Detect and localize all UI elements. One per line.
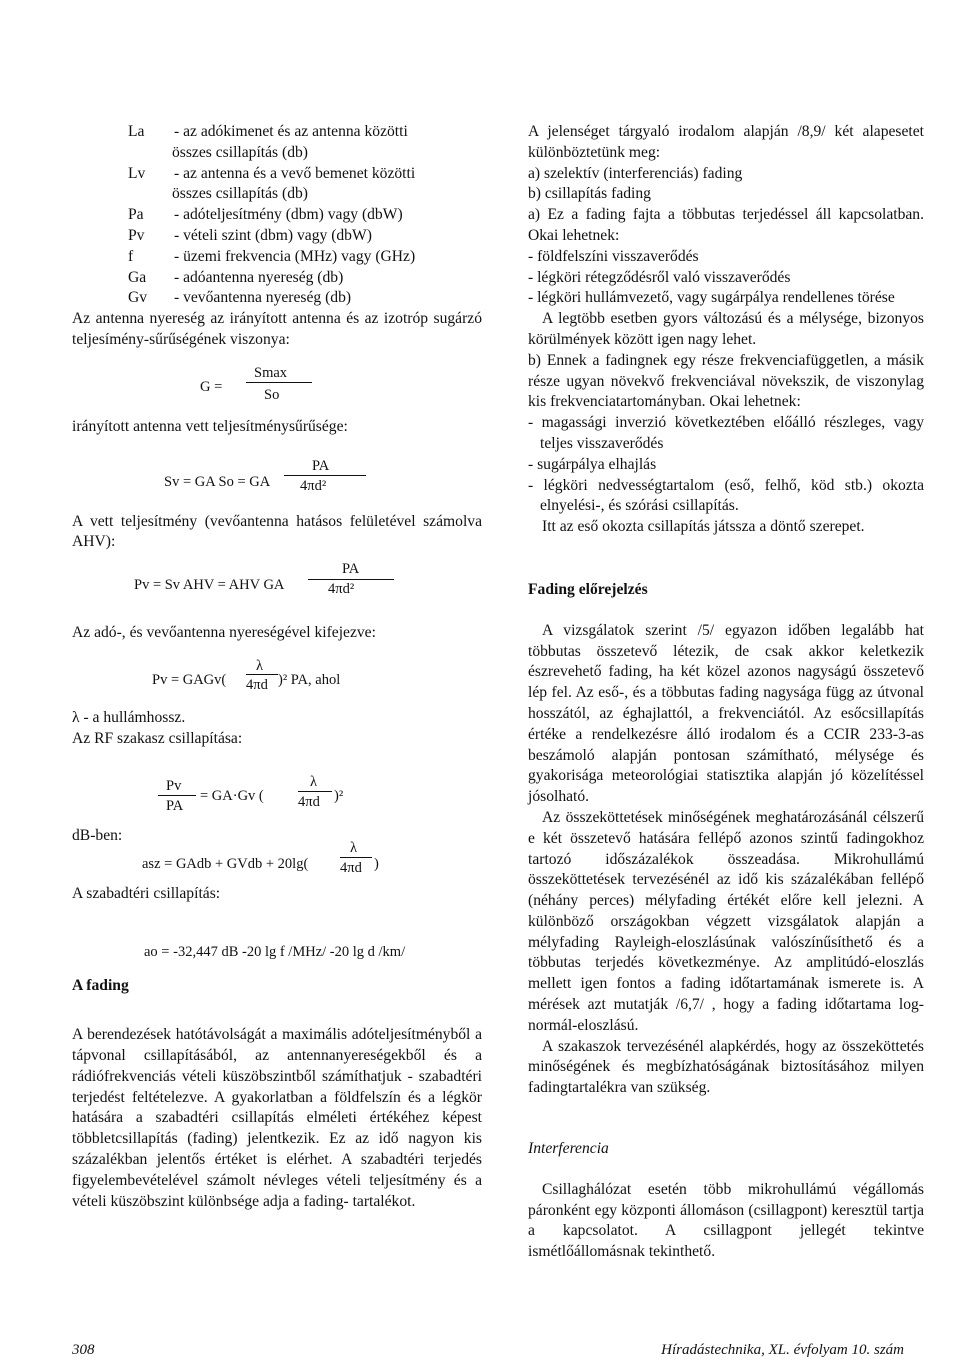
definition-row: [72, 226, 482, 247]
definition-text: - üzemi frekvencia (MHz) vagy (GHz): [174, 247, 416, 265]
definition-text: - adóteljesítmény (dbm) vagy (dbW): [174, 206, 403, 224]
page-number: 308: [72, 1342, 95, 1358]
definition-text: - vevőantenna nyereség (db): [174, 289, 352, 307]
left-column: [72, 122, 482, 1212]
interference-heading: Interferencia: [528, 1140, 609, 1158]
case-b-description: b) Ennek a fadingnek egy része frekvenciafüggetlen, a másik része ugyan növekvő frekvenciával növekszik, de viszonylag kis frekvenciatartományban. Okai lehetnek:: [528, 351, 924, 411]
definition-symbol: Pa: [128, 206, 144, 224]
definition-row: [72, 247, 482, 268]
case-a: a) szelektív (interferenciás) fading: [528, 164, 743, 182]
definition-symbol: Lv: [128, 164, 146, 182]
fading-heading: A fading: [72, 977, 129, 995]
definition-continuation: összes csillapítás (db): [172, 185, 308, 203]
free-space-label: A szabadtéri csillapítás:: [72, 884, 221, 902]
right-column: [528, 122, 924, 1263]
equation-received-power: Pv = Sv AHV = AHV GA PA 4πd²: [72, 553, 482, 623]
cause-item: - légköri rétegződésről való visszaverődés: [528, 268, 791, 286]
definition-row: [72, 122, 482, 143]
definition-symbol: Pv: [128, 226, 145, 244]
fading-paragraph: A berendezések hatótávolságát a maximális adóteljesítményből a tápvonal csillapításából, az antennanyereségekből és a rádiófrekvenciás vételi küszöbszintből számíthatjuk - szabadtéri terjedést feltételezve. A gyakorlatban a földfelszín és a légkör hatására a szabadtéri csillapítás elméleti értékéhez képest többletcsillapítás (fading) jelentkezik. Ez az idő nagyon kis százalékban jelentős értéket is elérhet. A szabadtéri terjedés figyelembevételével számolt névleges vételi teljesítmény és a vételi küszöbszint különbsége adja a fading- tartalékot.: [72, 1026, 482, 1210]
case-b: b) csillapítás fading: [528, 185, 651, 203]
cause-item: - földfelszíni visszaverődés: [528, 247, 699, 265]
cause-item: - sugárpálya elhajlás: [528, 455, 657, 473]
interference-paragraph: Csillaghálózat esetén több mikrohullámú végállomás páronként egy központi állomáson (csillagpont) keresztül tartja a kapcsolatot. A csillagpont jellegét tekintve ismétlőállomásnak tekinthető.: [528, 1180, 924, 1261]
definition-row: [72, 164, 482, 185]
db-label: dB-ben:: [72, 826, 123, 844]
equation-friis: Pv = GAGv( λ 4πd )² PA, ahol: [152, 657, 341, 693]
definition-text: - az antenna és a vevő bemenet közötti: [174, 164, 416, 182]
lambda-definition: λ - a hullámhossz.: [72, 708, 186, 726]
gain-intro: Az antenna nyereség az irányított antenna és az izotróp sugárzó teljesímény-sűrűségének viszonya:: [72, 310, 482, 348]
case-a-description: a) Ez a fading fajta a többutas terjedéssel áll kapcsolatban. Okai lehetnek:: [528, 206, 924, 244]
equation-db: dB-ben: asz = GAdb + GVdb + 20lg( λ 4πd ): [72, 826, 379, 876]
gain-expression-intro: Az adó-, és vevőantenna nyereségével kifejezve:: [72, 624, 376, 642]
received-power-intro: A vett teljesítmény (vevőantenna hatásos felületével számolva AHV):: [72, 512, 482, 551]
equation-rf-ratio: Pv PA = GA·Gv ( λ 4πd )²: [72, 750, 482, 824]
case-a-note: A legtöbb esetben gyors változású és a mélysége, bizonyos körülmények között igen nagy lehet.: [528, 310, 924, 348]
rf-attenuation-label: Az RF szakasz csillapítása:: [72, 729, 243, 747]
definition-symbol: La: [128, 123, 145, 140]
fading-prediction-heading: Fading előrejelzés: [528, 580, 648, 598]
definition-symbol: Gv: [128, 289, 148, 307]
definition-text: - adóantenna nyereség (db): [174, 268, 344, 286]
definition-continuation: összes csillapítás (db): [172, 143, 308, 161]
equation-gain: G = Smax So: [72, 351, 482, 417]
fading-prediction-paragraph-1: A vizsgálatok szerint /5/ egyazon időben legalább hat többutas összetevő létezik, de csak akkor keletkezik észrevehető fading, ha két közel azonos nagyságú összetevő lép fel. Az eső-, és a többutas fading nagysága függ az útvonal hosszától, az éghajlattól, a frekvenciától. Az esőcsillapítás értéke a rendelkezésre álló irodalom és a CCIR 233-3-as beszámoló alapján pontosan számítható, mélysége és gyakorisága meteorológiai statisztika alapján jó közelítéssel jósolható.: [528, 621, 924, 806]
fading-cases-intro: A jelenséget tárgyaló irodalom alapján /8,9/ két alapesetet különböztetünk meg:: [528, 123, 924, 161]
definition-symbol: Ga: [128, 268, 147, 286]
definition-row: [72, 288, 482, 309]
cause-item: - légköri nedvességtartalom (eső, felhő, köd stb.) okozta elnyelési-, és szórási csillapítás.: [528, 476, 924, 515]
definition-row: [72, 205, 482, 226]
power-density-label: irányított antenna vett teljesítménysűrűsége:: [72, 417, 348, 435]
case-b-causes: [528, 413, 924, 517]
equation-free-space: ao = -32,447 dB -20 lg f /MHz/ -20 lg d /km/: [144, 944, 406, 961]
cause-item: - légköri hullámvezető, vagy sugárpálya rendellenes törése: [528, 289, 895, 307]
definition-text: - az adókimenet és az antenna közötti: [174, 123, 408, 140]
case-a-causes: [528, 247, 924, 309]
definition-text: - vételi szint (dbm) vagy (dbW): [174, 226, 372, 244]
equation-power-density: Sv = GA So = GA PA 4πd²: [72, 438, 482, 512]
definition-symbol: f: [128, 247, 134, 265]
cause-item: - magassági inverzió következtében előálló részleges, vagy teljes visszaverődés: [528, 414, 924, 452]
fading-prediction-paragraph-3: A szakaszok tervezésénél alapkérdés, hogy az összeköttetés minőségének és megbízhatóságának biztosításához milyen fadingtartalékra van szükség.: [528, 1037, 924, 1097]
journal-footer: Híradástechnika, XL. évfolyam 10. szám: [661, 1342, 904, 1358]
definition-row: [72, 268, 482, 289]
case-b-note: Itt az eső okozta csillapítás játssza a döntő szerepet.: [542, 518, 865, 536]
symbol-definitions: [72, 122, 482, 309]
fading-prediction-paragraph-2: Az összeköttetések minőségének meghatározásánál célszerű e két összetevő hatására fellépő azonos szintű fadingokhoz tartozó időszázalékok összeadása. Mikrohullámú összeköttetések tervezésénél az idő kis százalékában fellépő (néhány perces) mélyfading értékét előre kell jelezni. A különböző országokban végzett vizsgálatok alapján a mélyfading Rayleigh-eloszlásúnak valószínűsíthető és a többutas terjedés következménye. Az amplitúdó-eloszlás mellett igen fontos a fading időtartamának ismerete is. A mérések azt mutatják /6,7/ , hogy a fading időtartama log-normál-eloszlású.: [528, 808, 924, 1034]
